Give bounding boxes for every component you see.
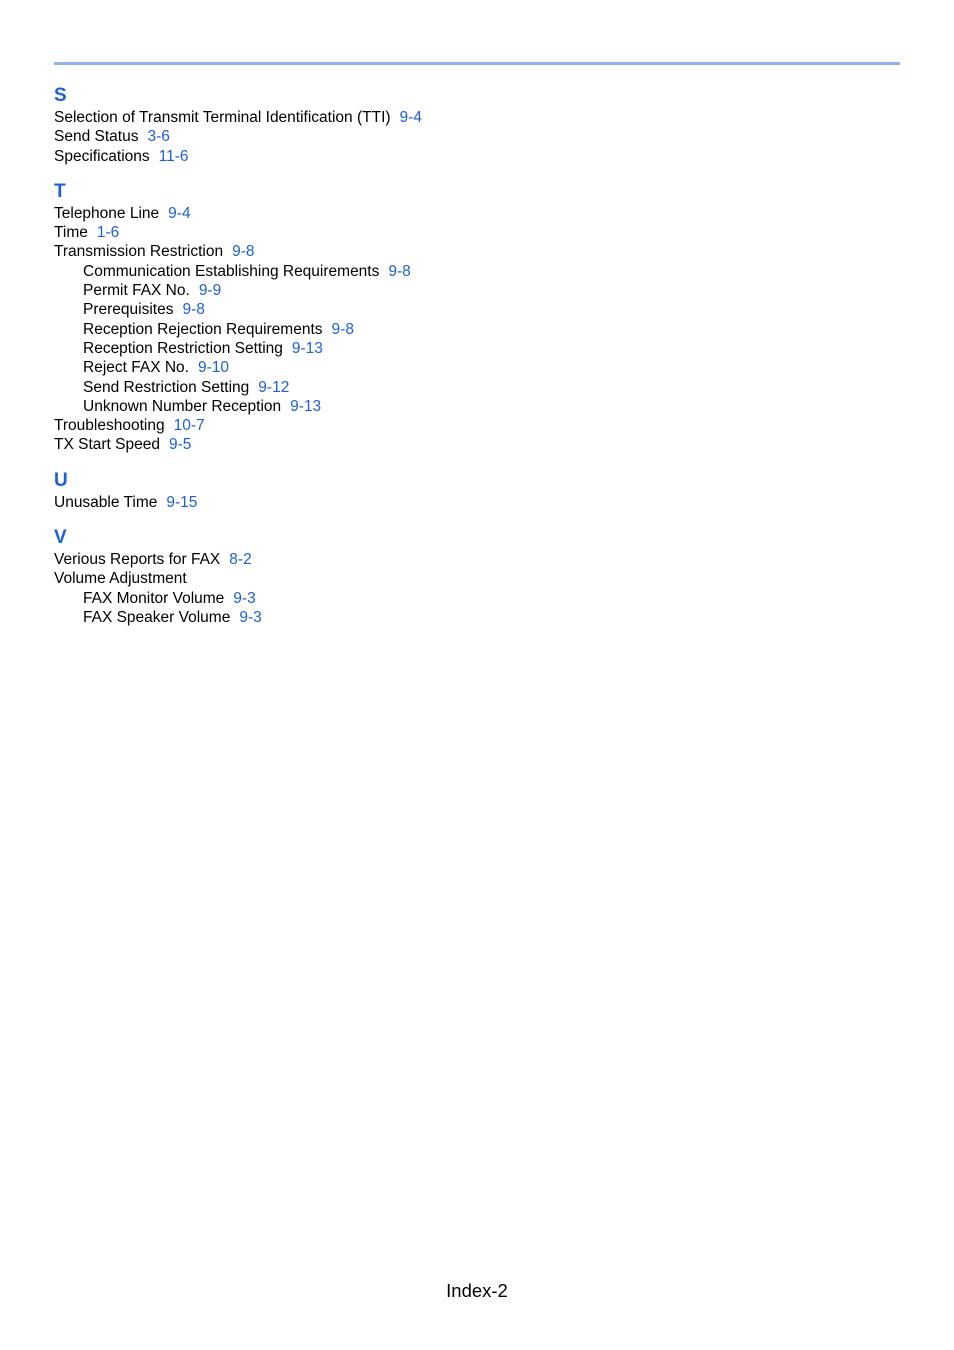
index-term: Send Status	[54, 128, 139, 146]
page-reference-link[interactable]: 9-15	[166, 493, 198, 511]
page-reference-link[interactable]: 9-10	[197, 359, 229, 377]
index-term: Specifications	[54, 147, 150, 165]
page-reference-link[interactable]: 9-8	[388, 262, 411, 280]
index-entry	[54, 550, 900, 569]
index-subentry	[54, 358, 900, 377]
index-entry	[54, 435, 900, 454]
section-letter-heading: V	[54, 527, 67, 549]
index-term: Permit FAX No.	[83, 282, 190, 300]
page-reference-link[interactable]: 9-8	[182, 301, 205, 319]
index-subentry	[54, 339, 900, 358]
index-entry	[54, 204, 900, 223]
index-term: Transmission Restriction	[54, 243, 224, 261]
page-number: Index-2	[446, 1280, 508, 1301]
index-entry	[54, 147, 900, 166]
index-term: Prerequisites	[83, 301, 174, 319]
index-section-t	[54, 180, 900, 455]
index-term: Unusable Time	[54, 493, 158, 511]
page-reference-link[interactable]: 11-6	[158, 147, 189, 165]
section-letter-heading: S	[54, 85, 67, 106]
index-term: FAX Speaker Volume	[83, 608, 231, 626]
index-term: Reception Restriction Setting	[83, 339, 283, 357]
page-reference-link[interactable]: 9-4	[399, 109, 422, 126]
page-reference-link[interactable]: 8-2	[229, 551, 252, 569]
page-reference-link[interactable]: 9-4	[168, 204, 191, 222]
index-subentry	[54, 300, 900, 319]
index-term: Unknown Number Reception	[83, 397, 282, 415]
index-term: TX Start Speed	[54, 436, 160, 454]
section-letter-heading: U	[54, 469, 68, 491]
index-section-u	[54, 469, 900, 512]
index-subentry	[54, 320, 900, 339]
page-reference-link[interactable]: 9-3	[239, 608, 262, 626]
page-reference-link[interactable]: 9-13	[291, 339, 323, 357]
index-subentry	[54, 281, 900, 300]
index-subentry	[54, 589, 900, 608]
index-term: Troubleshooting	[54, 417, 165, 435]
page-reference-link[interactable]: 1-6	[96, 224, 120, 242]
page-reference-link[interactable]: 9-8	[331, 320, 354, 338]
index-term: Telephone Line	[54, 204, 160, 222]
index-term: FAX Monitor Volume	[83, 589, 225, 607]
page-reference-link[interactable]: 9-5	[168, 436, 192, 454]
index-term: Time	[54, 224, 88, 242]
index-term: Communication Establishing Requirements	[83, 262, 380, 280]
index-entry	[54, 569, 900, 588]
index-entry	[54, 127, 900, 146]
index-subentry	[54, 378, 900, 397]
page-reference-link[interactable]: 9-13	[290, 397, 322, 415]
index-term: Reject FAX No.	[83, 359, 189, 377]
page-reference-link[interactable]: 9-8	[232, 243, 255, 261]
page-reference-link[interactable]: 9-12	[258, 378, 290, 396]
index-term: Volume Adjustment	[54, 570, 187, 588]
index-section-s	[54, 84, 900, 166]
index-term: Selection of Transmit Terminal Identification (TTI)	[54, 109, 391, 126]
page-reference-link[interactable]: 9-3	[233, 589, 256, 607]
index-entry	[54, 416, 900, 435]
page-reference-link[interactable]: 9-9	[198, 282, 222, 300]
index-term: Verious Reports for FAX	[54, 551, 221, 569]
index-entry	[54, 108, 900, 127]
header-rule	[54, 62, 900, 65]
index-entry	[54, 242, 900, 261]
index-subentry	[54, 608, 900, 627]
index-subentry	[54, 397, 900, 416]
index-entry	[54, 223, 900, 242]
section-letter-heading: T	[54, 180, 66, 202]
index-section-v	[54, 526, 900, 627]
index-subentry	[54, 262, 900, 281]
page-reference-link[interactable]: 3-6	[147, 128, 170, 146]
index-term: Send Restriction Setting	[83, 378, 250, 396]
index-list	[54, 84, 900, 641]
index-entry	[54, 493, 900, 512]
index-term: Reception Rejection Requirements	[83, 320, 323, 338]
page-reference-link[interactable]: 10-7	[173, 417, 205, 435]
